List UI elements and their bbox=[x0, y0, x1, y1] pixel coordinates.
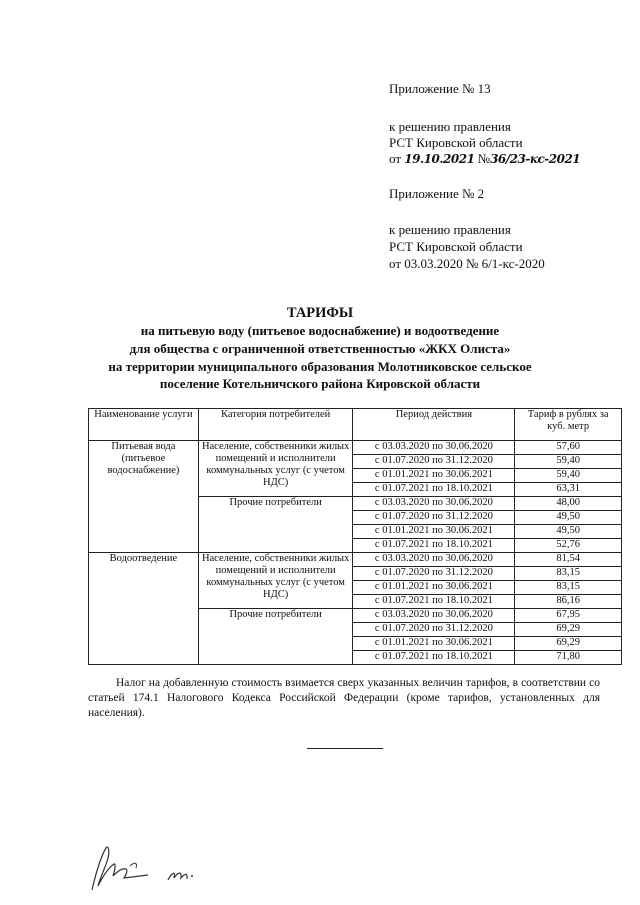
end-divider bbox=[307, 748, 383, 749]
period-cell: с 01.07.2021 по 18.10.2021 bbox=[353, 539, 515, 553]
period-cell: с 01.07.2021 по 18.10.2021 bbox=[353, 651, 515, 665]
attachment13-line2: РСТ Кировской области bbox=[389, 135, 523, 150]
attachment2-line2: РСТ Кировской области bbox=[389, 239, 523, 254]
tariff-cell: 71,80 bbox=[515, 651, 622, 665]
consumer-category: Прочие потребители bbox=[198, 609, 353, 665]
handwritten-number: 36/23-кс-2021 bbox=[490, 152, 581, 166]
attachment13-decision-line bbox=[389, 150, 580, 168]
period-cell: с 01.07.2020 по 31.12.2020 bbox=[353, 511, 515, 525]
service-name: Питьевая вода (питьевое водоснабжение) bbox=[89, 441, 199, 553]
consumer-category: Прочие потребители bbox=[198, 497, 353, 553]
attachment2-line3: от 03.03.2020 № 6/1-кс-2020 bbox=[389, 256, 545, 271]
tariff-cell: 83,15 bbox=[515, 581, 622, 595]
tariff-cell: 57,60 bbox=[515, 441, 622, 455]
header-service: Наименование услуги bbox=[89, 409, 199, 441]
doc-subtitle-1: на питьевую воду (питьевое водоснабжение) и водоотведение bbox=[140, 323, 500, 338]
attachment2-line1: к решению правления bbox=[389, 222, 511, 237]
header-category: Категория потребителей bbox=[198, 409, 353, 441]
period-cell: с 01.07.2021 по 18.10.2021 bbox=[353, 595, 515, 609]
period-cell: с 01.01.2021 по 30.06.2021 bbox=[353, 637, 515, 651]
tariff-cell: 59,40 bbox=[515, 455, 622, 469]
attachment13-line1: к решению правления bbox=[389, 119, 511, 134]
period-cell: с 01.07.2020 по 31.12.2020 bbox=[353, 567, 515, 581]
period-cell: с 01.01.2021 по 30.06.2021 bbox=[353, 581, 515, 595]
period-cell: с 03.03.2020 по 30.06.2020 bbox=[353, 553, 515, 567]
table-header-row bbox=[89, 409, 622, 441]
header-tariff: Тариф в рублях за куб. метр bbox=[515, 409, 622, 441]
tariff-cell: 86,16 bbox=[515, 595, 622, 609]
attachment13-num-sign: № bbox=[477, 151, 491, 166]
attachment13-ot: от bbox=[389, 151, 402, 166]
header-period: Период действия bbox=[353, 409, 515, 441]
table-row bbox=[89, 441, 622, 455]
period-cell: с 01.01.2021 по 30.06.2021 bbox=[353, 469, 515, 483]
vat-note-text: Налог на добавленную стоимость взимается сверх указанных величин тарифов, в соответствии со статьей 174.1 Налогового Кодекса Российской Федерации (кроме тарифов, установленных для населения). bbox=[88, 677, 600, 719]
tariff-cell: 52,76 bbox=[515, 539, 622, 553]
attachment13-title: Приложение № 13 bbox=[389, 81, 491, 96]
consumer-category: Население, собственники жилых помещений и исполнители коммунальных услуг (с учетом НДС) bbox=[198, 553, 353, 609]
period-cell: с 03.03.2020 по 30.06.2020 bbox=[353, 497, 515, 511]
tariff-table bbox=[88, 408, 622, 665]
tariff-cell: 69,29 bbox=[515, 637, 622, 651]
vat-note bbox=[88, 676, 600, 721]
tariff-cell: 49,50 bbox=[515, 525, 622, 539]
doc-subtitle-2: для общества с ограниченной ответственностью «ЖКХ Олиста» bbox=[129, 341, 511, 356]
period-cell: с 03.03.2020 по 30.06.2020 bbox=[353, 441, 515, 455]
attachment2-title: Приложение № 2 bbox=[389, 186, 485, 201]
period-cell: с 01.01.2021 по 30.06.2021 bbox=[353, 525, 515, 539]
service-name: Водоотведение bbox=[89, 553, 199, 665]
period-cell: с 01.07.2020 по 31.12.2020 bbox=[353, 623, 515, 637]
tariff-cell: 48,00 bbox=[515, 497, 622, 511]
doc-subtitle-4: поселение Котельничского района Кировской области bbox=[159, 376, 481, 391]
tariff-cell: 81,54 bbox=[515, 553, 622, 567]
tariff-cell: 49,50 bbox=[515, 511, 622, 525]
tariff-cell: 69,29 bbox=[515, 623, 622, 637]
tariff-cell: 83,15 bbox=[515, 567, 622, 581]
consumer-category: Население, собственники жилых помещений и исполнители коммунальных услуг (с учетом НДС) bbox=[198, 441, 353, 497]
table-row bbox=[89, 553, 622, 567]
tariff-cell: 59,40 bbox=[515, 469, 622, 483]
tariff-cell: 67,95 bbox=[515, 609, 622, 623]
period-cell: с 01.07.2021 по 18.10.2021 bbox=[353, 483, 515, 497]
tariff-cell: 63,31 bbox=[515, 483, 622, 497]
doc-subtitle-3: на территории муниципального образования Молотниковское сельское bbox=[108, 359, 532, 374]
doc-title: ТАРИФЫ bbox=[286, 305, 354, 321]
handwritten-date: 19.10.2021 bbox=[404, 152, 475, 166]
period-cell: с 03.03.2020 по 30.06.2020 bbox=[353, 609, 515, 623]
period-cell: с 01.07.2020 по 31.12.2020 bbox=[353, 455, 515, 469]
signature-image bbox=[86, 842, 226, 897]
